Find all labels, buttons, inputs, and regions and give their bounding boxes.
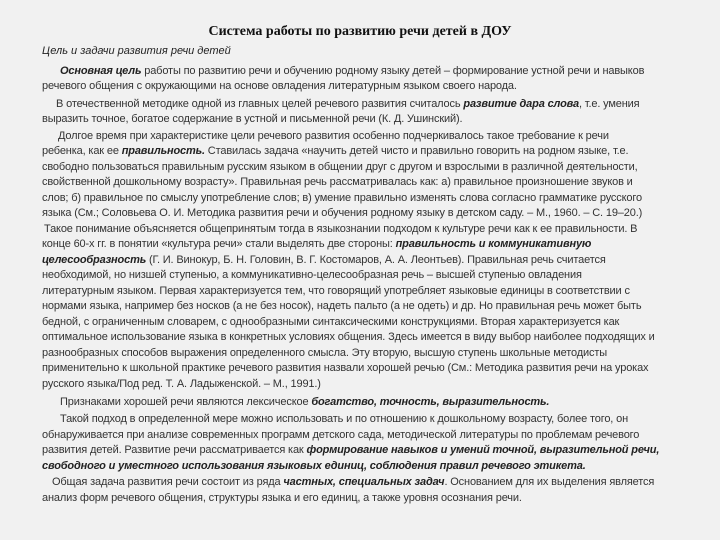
text-run: выразить точное, богатое содержание в устной и письменной речи (К. Д. Ушинский).: [42, 113, 463, 125]
text-run: В отечественной методике одной из главных целей речевого развития считалось: [56, 98, 464, 110]
text-run: необходимой, но низшей ступенью, а коммуникативно-целесообразная речь – высшей ступенью овладения: [42, 269, 582, 281]
text-run: оптимальное использование языка в конкретных условиях общения. Здесь имеется в виду выбор наиболее подходящих и: [42, 331, 655, 343]
text-line: [42, 300, 641, 312]
text-line: [42, 347, 607, 359]
text-run: речевого общения с окружающими на основе овладения литературным языком своего народа.: [42, 80, 517, 92]
text-line: [42, 460, 586, 472]
text-run: конце 60-х гг. в понятии «культура речи» стали выделять две стороны:: [42, 238, 396, 250]
text-line: [60, 396, 549, 408]
text-line: [42, 145, 628, 157]
text-line: [42, 362, 648, 374]
text-run: свойственной дошкольному возрасту». Правильная речь рассматривалась как: а) правильное произношение звуков и: [42, 176, 633, 188]
text-line: [42, 238, 591, 250]
text-line: [42, 331, 655, 343]
text-run: анализ форм речевого общения, структуры языка и его единиц, а также уровня осознания речи.: [42, 492, 522, 504]
text-run: развития детей. Развитие речи рассматривается как: [42, 444, 307, 456]
text-run: Такой подход в определенной мере можно использовать и по отношению к дошкольному возрасту, более того, он: [60, 413, 628, 425]
emphasized-text: формирование навыков и умений точной, выразительной речи,: [306, 444, 660, 456]
text-line: [42, 492, 522, 504]
text-line: [44, 223, 637, 235]
text-line: [60, 65, 644, 77]
text-run: литературным языком. Первая характеризуется тем, что говорящий употребляет языковые единицы в соответствии с: [42, 285, 630, 297]
emphasized-text: целесообразность: [42, 254, 147, 266]
page-title: Система работы по развитию речи детей в ДОУ: [208, 24, 512, 39]
text-run: слов; б) правильное по смыслу употребление слов; в) умение правильно изменять слова согласно грамматике русского: [42, 192, 642, 204]
emphasized-text: свободного и уместного использования языковых единиц, соблюдения правил речевого этикета.: [42, 460, 586, 472]
emphasized-text: Основная цель: [60, 65, 142, 77]
text-run: бедной, с ограниченным словарем, с однообразными синтаксическими конструкциями. Вторая характеризуется как: [42, 316, 620, 328]
text-line: [42, 113, 462, 125]
text-line: [42, 207, 642, 219]
text-line: [60, 413, 628, 425]
text-line: [42, 176, 633, 188]
emphasized-text: богатство, точность, выразительность.: [311, 396, 550, 408]
text-line: [42, 269, 582, 281]
text-line: [42, 429, 639, 441]
text-run: Долгое время при характеристике цели речевого развития особенно подчеркивалось такое требование к речи: [58, 130, 609, 142]
text-run: (Г. И. Винокур, Б. Н. Головин, В. Г. Костомаров, А. А. Леонтьев). Правильная речь считается: [146, 254, 606, 266]
text-run: обнаруживается при анализе современных программ детского сада, методической литературы по проблемам речевого: [42, 429, 640, 441]
text-run: языка (См.; Соловьева О. И. Методика развития речи и обучения родному языку в детском саду. – М., 1960. – С. 19–20.): [42, 207, 643, 219]
text-run: . Основанием для их выделения является: [444, 476, 655, 488]
section-heading: Цель и задачи развития речи детей: [42, 45, 231, 57]
text-line: [42, 444, 659, 456]
text-run: нормами языка, например без носков (а не без носок), надеть пальто (а не одеть) и др. Но правильная речь может быть: [42, 300, 642, 312]
emphasized-text: правильность и коммуникативную: [395, 238, 592, 250]
text-line: [52, 476, 654, 488]
text-run: Такое понимание объясняется общепринятым тогда в языкознании подходом к культуре речи как к ее правильности. В: [44, 223, 638, 235]
text-run: применительно к школьной практике речевого развития назвали хорошей речью (См.: Методика развития речи на уроках: [42, 362, 649, 374]
text-run: ребенка, как ее: [42, 145, 122, 157]
text-run: Общая задача развития речи состоит из ряда: [52, 476, 284, 488]
text-line: [42, 378, 321, 390]
text-line: [42, 254, 606, 266]
text-line: [56, 98, 639, 110]
text-run: свободно пользоваться правильным русским языком в общении друг с другом и взрослыми в различной деятельности,: [42, 161, 638, 173]
emphasized-text: развитие дара слова: [463, 98, 579, 110]
text-line: [42, 192, 642, 204]
text-run: разнообразных способов выражения определенного смысла. Эту вторую, высшую ступень школьные методисты: [42, 347, 608, 359]
emphasized-text: частных, специальных задач: [283, 476, 445, 488]
text-run: Ставилась задача «научить детей чисто и правильно говорить на родном языке, т.е.: [204, 145, 629, 157]
text-run: , т.е. умения: [578, 98, 640, 110]
text-run: русского языка/Под ред. Т. А. Ладыженской. – М., 1991.): [42, 378, 321, 390]
text-line: [42, 316, 619, 328]
text-line: [42, 285, 630, 297]
emphasized-text: правильность.: [121, 145, 205, 157]
text-run: работы по развитию речи и обучению родному языку детей – формирование устной речи и навыков: [141, 65, 645, 77]
text-line: [58, 130, 609, 142]
text-line: [42, 161, 638, 173]
text-run: Признаками хорошей речи являются лексическое: [60, 396, 312, 408]
text-line: [42, 80, 517, 92]
